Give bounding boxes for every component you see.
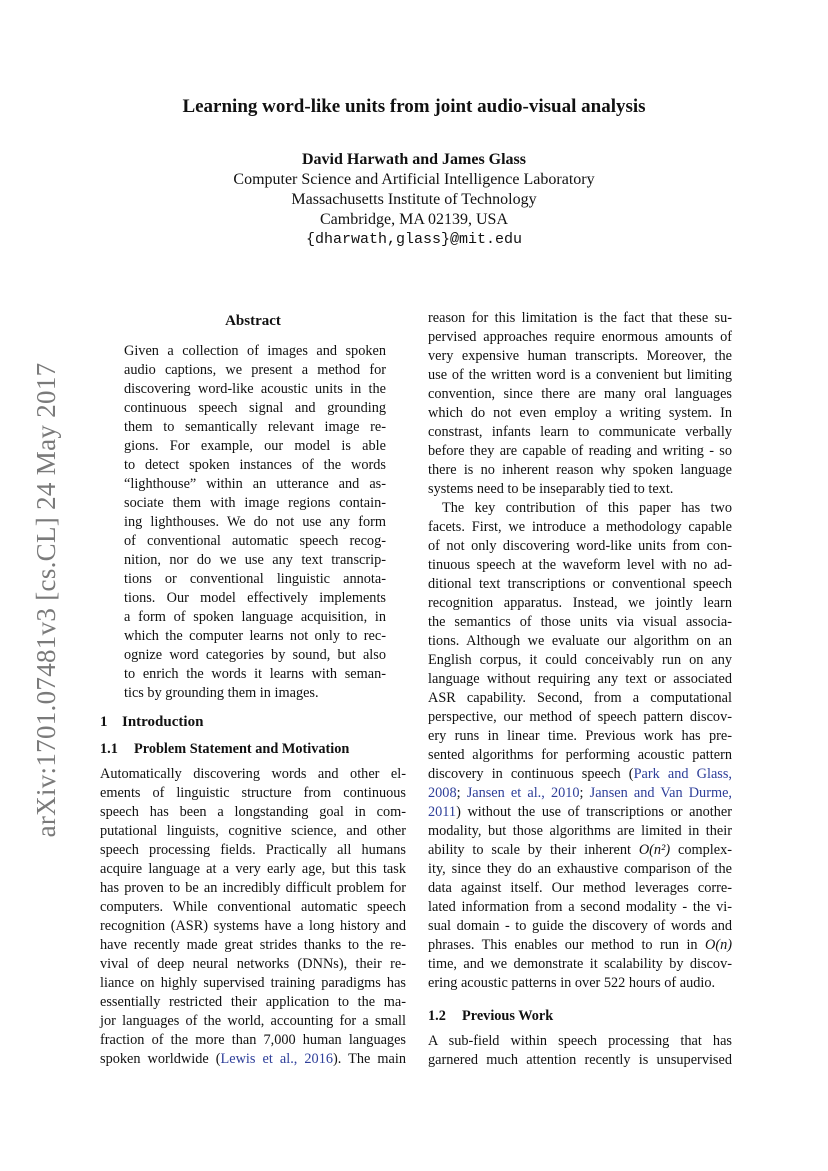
body-line: have recently made great strides thanks to the re-: [100, 937, 406, 953]
text-fragment: phrases. This enables our method to run in: [428, 937, 705, 953]
body-line: modality, but those algorithms are limited in their: [428, 823, 732, 839]
text-fragment: ;: [579, 785, 590, 801]
body-line: time, and we demonstrate it scalability by discov-: [428, 956, 732, 972]
author-lab: Computer Science and Artificial Intelligence Laboratory: [233, 171, 595, 188]
math-linear-complexity: O(n): [705, 937, 732, 953]
abstract-line: them to semantically relevant image re-: [124, 419, 386, 435]
citation-link[interactable]: 2008: [428, 785, 457, 801]
body-line: perspective, our method of speech pattern discov-: [428, 709, 732, 725]
body-line: speech processing fields. Practically all humans: [100, 842, 406, 858]
body-line: The key contribution of this paper has two: [442, 500, 732, 516]
abstract-line: tions. Our model effectively implements: [124, 590, 386, 606]
body-line: recognition apparatus. Instead, we jointly learn: [428, 595, 732, 611]
paper-title: Learning word-like units from joint audio-visual analysis: [182, 96, 646, 117]
abstract-line: “lighthouse” within an utterance and as-: [124, 476, 386, 492]
body-line: convention, since there are many oral languages: [428, 386, 732, 402]
body-line: data against itself. Our method leverages corre-: [428, 880, 732, 896]
body-line: essentially restricted their application to the ma-: [100, 994, 406, 1010]
text-fragment: ability to scale by their inherent: [428, 842, 639, 858]
body-line: there is no inherent reason why spoken language: [428, 462, 732, 478]
right-column: [428, 309, 732, 1070]
body-line: the semantics of those units via visual associa-: [428, 614, 732, 630]
intro-paragraph: [100, 765, 406, 1069]
body-line: before they are capable of reading and writing - so: [428, 443, 732, 459]
text-fragment: spoken worldwide (: [100, 1051, 221, 1067]
abstract-line: ing lighthouses. We do not use any form: [124, 514, 386, 530]
body-line: acquire language at a very early age, but this task: [100, 861, 406, 877]
body-line: speech has been a longstanding goal in com-: [100, 804, 406, 820]
abstract-line: to enrich the words it learns with seman-: [124, 666, 386, 682]
body-line: tions. Although we evaluate our algorithm on an: [428, 633, 732, 649]
previous-work-paragraph: [428, 1032, 732, 1070]
body-line: ery runs in linear time. Previous work has pre-: [428, 728, 732, 744]
text-fragment: ;: [456, 785, 467, 801]
text-fragment: discovery in continuous speech (: [428, 766, 634, 782]
body-line: systems need to be inseparably tied to text.: [428, 481, 674, 497]
subsection-number: 1.2: [428, 1008, 446, 1024]
section-title: Introduction: [122, 714, 204, 730]
body-line: facets. First, we introduce a methodology capable: [428, 519, 732, 535]
abstract-line: Given a collection of images and spoken: [124, 343, 386, 359]
body-line: liance on highly supervised training paradigms has: [100, 975, 406, 991]
math-quadratic-complexity: O(n²): [638, 842, 671, 858]
subsection-heading-problem-statement: [100, 740, 406, 759]
body-line: ity, since they do an exhaustive comparison of the: [428, 861, 732, 877]
body-line: use of the written word is a convenient but limiting: [428, 367, 732, 383]
abstract-line: ognize word categories by sound, but also: [124, 647, 386, 663]
body-line: sual domain - to guide the discovery of words and: [428, 918, 732, 934]
body-line: recognition (ASR) systems have a long history and: [100, 918, 406, 934]
body-line: of not only discovering word-like units from con-: [428, 538, 732, 554]
body-line-with-math: [428, 936, 732, 955]
abstract-body: [124, 342, 386, 703]
body-line: garnered much attention recently is unsupervised: [428, 1052, 732, 1068]
body-line: vival of deep neural networks (DNNs), their re-: [100, 956, 406, 972]
body-line: putational linguists, cognitive science, and other: [100, 823, 406, 839]
section-heading-introduction: [100, 713, 406, 732]
arxiv-identifier-stamp: arXiv:1701.07481v3 [cs.CL] 24 May 2017: [31, 362, 61, 838]
subsection-number: 1.1: [100, 741, 118, 757]
abstract-line: discovering word-like acoustic units in the: [124, 381, 386, 397]
abstract-line: audio captions, we present a method for: [124, 362, 386, 378]
text-fragment: ) without the use of transcriptions or another: [456, 804, 732, 820]
abstract-line: of conventional automatic speech recog-: [124, 533, 386, 549]
section-number: 1: [100, 714, 108, 730]
body-line: English corpus, it could conceivably run on any: [428, 652, 732, 668]
body-line-with-citation: [428, 784, 732, 803]
abstract-line: gions. For example, our model is able: [124, 438, 386, 454]
body-line: has proven to be an incredibly difficult problem for: [100, 880, 406, 896]
body-line: constrast, infants learn to communicate verbally: [428, 424, 732, 440]
body-line: lated information from a second modality - the vi-: [428, 899, 732, 915]
body-line: very expensive human transcripts. Moreover, the: [428, 348, 732, 364]
abstract-line: which the computer learns not only to rec-: [124, 628, 386, 644]
abstract-line: continuous speech signal and grounding: [124, 400, 386, 416]
body-line: which do not even employ a writing system. In: [428, 405, 732, 421]
citation-link[interactable]: Jansen and Van Durme,: [589, 785, 733, 801]
subsection-title: Problem Statement and Motivation: [134, 741, 350, 757]
contribution-paragraph: [428, 499, 732, 993]
citation-link[interactable]: Park and Glass,: [633, 766, 733, 782]
body-line: tinuous speech at the waveform level with no ad-: [428, 557, 732, 573]
body-line-with-citation: [428, 765, 732, 784]
body-line: computers. While conventional automatic speech: [100, 899, 406, 915]
motivation-paragraph: [428, 309, 732, 499]
abstract-line: sociate them with image regions contain-: [124, 495, 386, 511]
abstract-line: tics by grounding them in images.: [124, 685, 319, 701]
body-line: ering acoustic patterns in over 522 hours of audio.: [428, 975, 716, 991]
text-fragment: complex-: [670, 842, 732, 858]
citation-link[interactable]: Jansen et al., 2010: [466, 785, 580, 801]
body-line: jor languages of the world, accounting for a small: [100, 1013, 406, 1029]
author-email: {dharwath,glass}@mit.edu: [305, 231, 523, 248]
body-line: A sub-field within speech processing that has: [428, 1033, 732, 1049]
body-line-with-math: [428, 841, 732, 860]
abstract-line: nition, nor do we use any text transcrip-: [124, 552, 386, 568]
body-line-with-citation: [428, 803, 732, 822]
author-names: David Harwath and James Glass: [301, 151, 527, 168]
author-institute: Massachusetts Institute of Technology: [291, 191, 537, 208]
body-line: ditional text transcriptions or conventional speech: [428, 576, 732, 592]
author-block: [0, 150, 828, 250]
body-line: ements of linguistic structure from continuous: [100, 785, 406, 801]
body-line: Automatically discovering words and other el-: [100, 766, 406, 782]
body-line: language without requiring any text or associated: [428, 671, 732, 687]
abstract-line: to detect spoken instances of the words: [124, 457, 386, 473]
body-line: sented algorithms for performing acoustic pattern: [428, 747, 732, 763]
subsection-title: Previous Work: [462, 1008, 554, 1024]
citation-link[interactable]: Lewis et al., 2016: [220, 1051, 333, 1067]
body-line: fraction of the more than 7,000 human languages: [100, 1032, 406, 1048]
abstract-heading: Abstract: [225, 313, 281, 329]
subsection-heading-previous-work: [428, 1007, 732, 1026]
abstract-line: a form of spoken language acquisition, in: [124, 609, 386, 625]
abstract-line: tions or conventional linguistic annota-: [124, 571, 386, 587]
body-line: reason for this limitation is the fact that these su-: [428, 310, 732, 326]
text-fragment: ). The main: [333, 1051, 406, 1067]
left-column: [100, 309, 406, 1069]
body-line: pervised approaches require enormous amounts of: [428, 329, 732, 345]
body-line-with-citation: [100, 1050, 406, 1069]
citation-link[interactable]: 2011: [428, 804, 457, 820]
body-line: ASR capability. Second, from a computational: [428, 690, 732, 706]
author-address: Cambridge, MA 02139, USA: [320, 211, 508, 228]
